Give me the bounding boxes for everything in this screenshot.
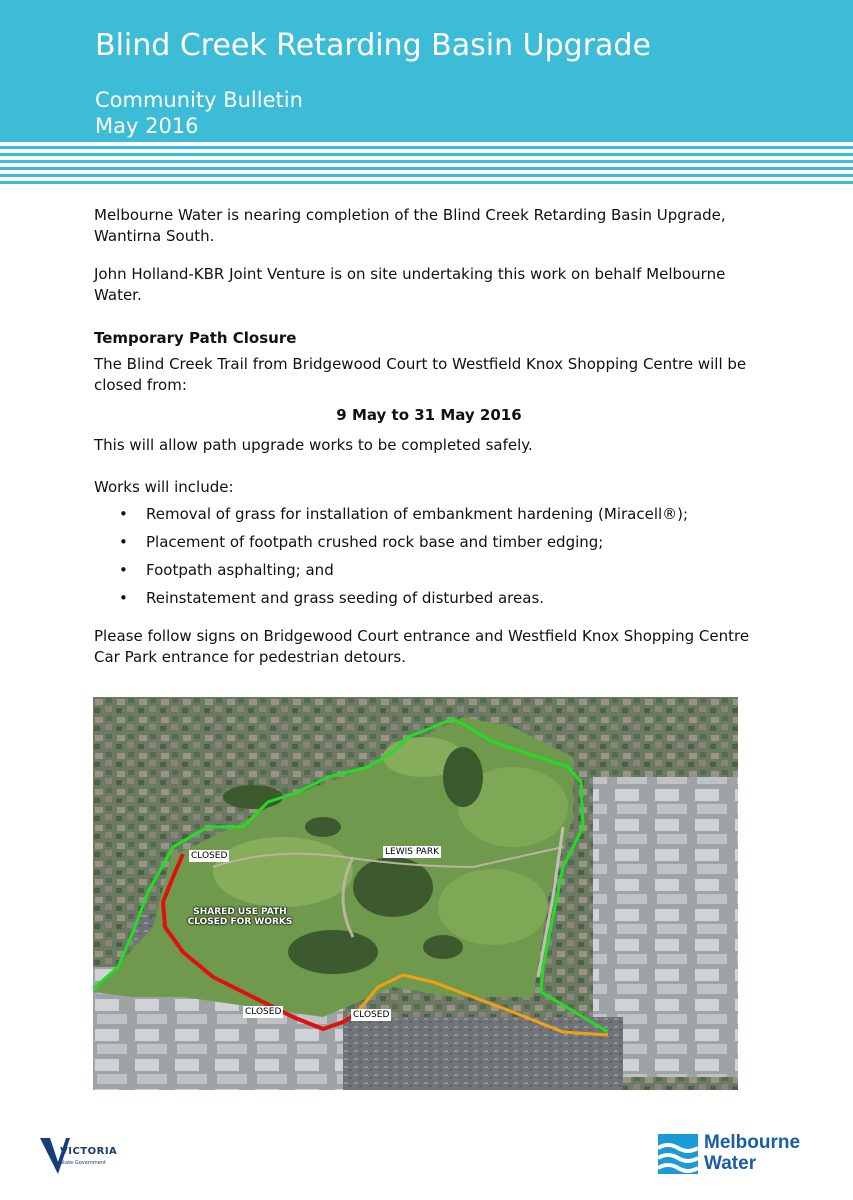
list-item: • Removal of grass for installation of embankment hardening (Miracell®); [146, 504, 764, 525]
victoria-government-logo [40, 1132, 160, 1177]
header [0, 0, 853, 190]
contractor-paragraph: John Holland-KBR Joint Venture is on site undertaking this work on behalf Melbourne Water. [94, 265, 726, 304]
map-label-closed: CLOSED [353, 1010, 390, 1020]
map-label-lewis-park: LEWIS PARK [385, 847, 439, 857]
logo-line-2: Water [704, 1153, 757, 1174]
header-stripe [0, 174, 853, 177]
map-label-closed: CLOSED [245, 1007, 282, 1017]
header-stripe [0, 146, 853, 149]
works-list [94, 504, 764, 609]
detour-paragraph: Please follow signs on Bridgewood Court entrance and Westfield Knox Shopping Centre Car Park entrance for pedestrian detours. [94, 627, 750, 666]
victoria-logo-subtext: State Government [60, 1160, 107, 1166]
header-stripe [0, 153, 853, 156]
closure-dates: 9 May to 31 May 2016 [336, 406, 522, 424]
page-title: Blind Creek Retarding Basin Upgrade [95, 28, 651, 63]
list-item: • Placement of footpath crushed rock base and timber edging; [146, 532, 764, 553]
section-heading: Temporary Path Closure [94, 329, 297, 347]
works-intro: Works will include: [94, 478, 234, 496]
map-label-shared-path: SHARED USE PATH CLOSED FOR WORKS [187, 907, 293, 927]
melbourne-water-logo-text [704, 1132, 800, 1174]
aerial-map-image [93, 697, 738, 1090]
list-item: • Reinstatement and grass seeding of disturbed areas. [146, 588, 764, 609]
bulletin-date: May 2016 [95, 114, 199, 138]
intro-paragraph: Melbourne Water is nearing completion of the Blind Creek Retarding Basin Upgrade, Wantirna South. [94, 206, 726, 245]
logo-line-1: Melbourne [704, 1132, 801, 1153]
aerial-map [93, 697, 738, 1090]
list-item: • Footpath asphalting; and [146, 560, 764, 581]
bulletin-content [94, 205, 764, 668]
melbourne-water-wave-icon [658, 1134, 698, 1174]
safety-paragraph: This will allow path upgrade works to be completed safely. [94, 436, 533, 454]
victoria-logo-text: VICTORIA [60, 1146, 118, 1157]
header-stripe [0, 160, 853, 163]
closure-paragraph: The Blind Creek Trail from Bridgewood Court to Westfield Knox Shopping Centre will be closed from: [94, 355, 747, 394]
melbourne-water-logo [656, 1132, 836, 1180]
header-stripe [0, 181, 853, 184]
header-stripe [0, 167, 853, 170]
bulletin-subtitle: Community Bulletin [95, 88, 303, 112]
map-label-closed: CLOSED [191, 851, 228, 861]
